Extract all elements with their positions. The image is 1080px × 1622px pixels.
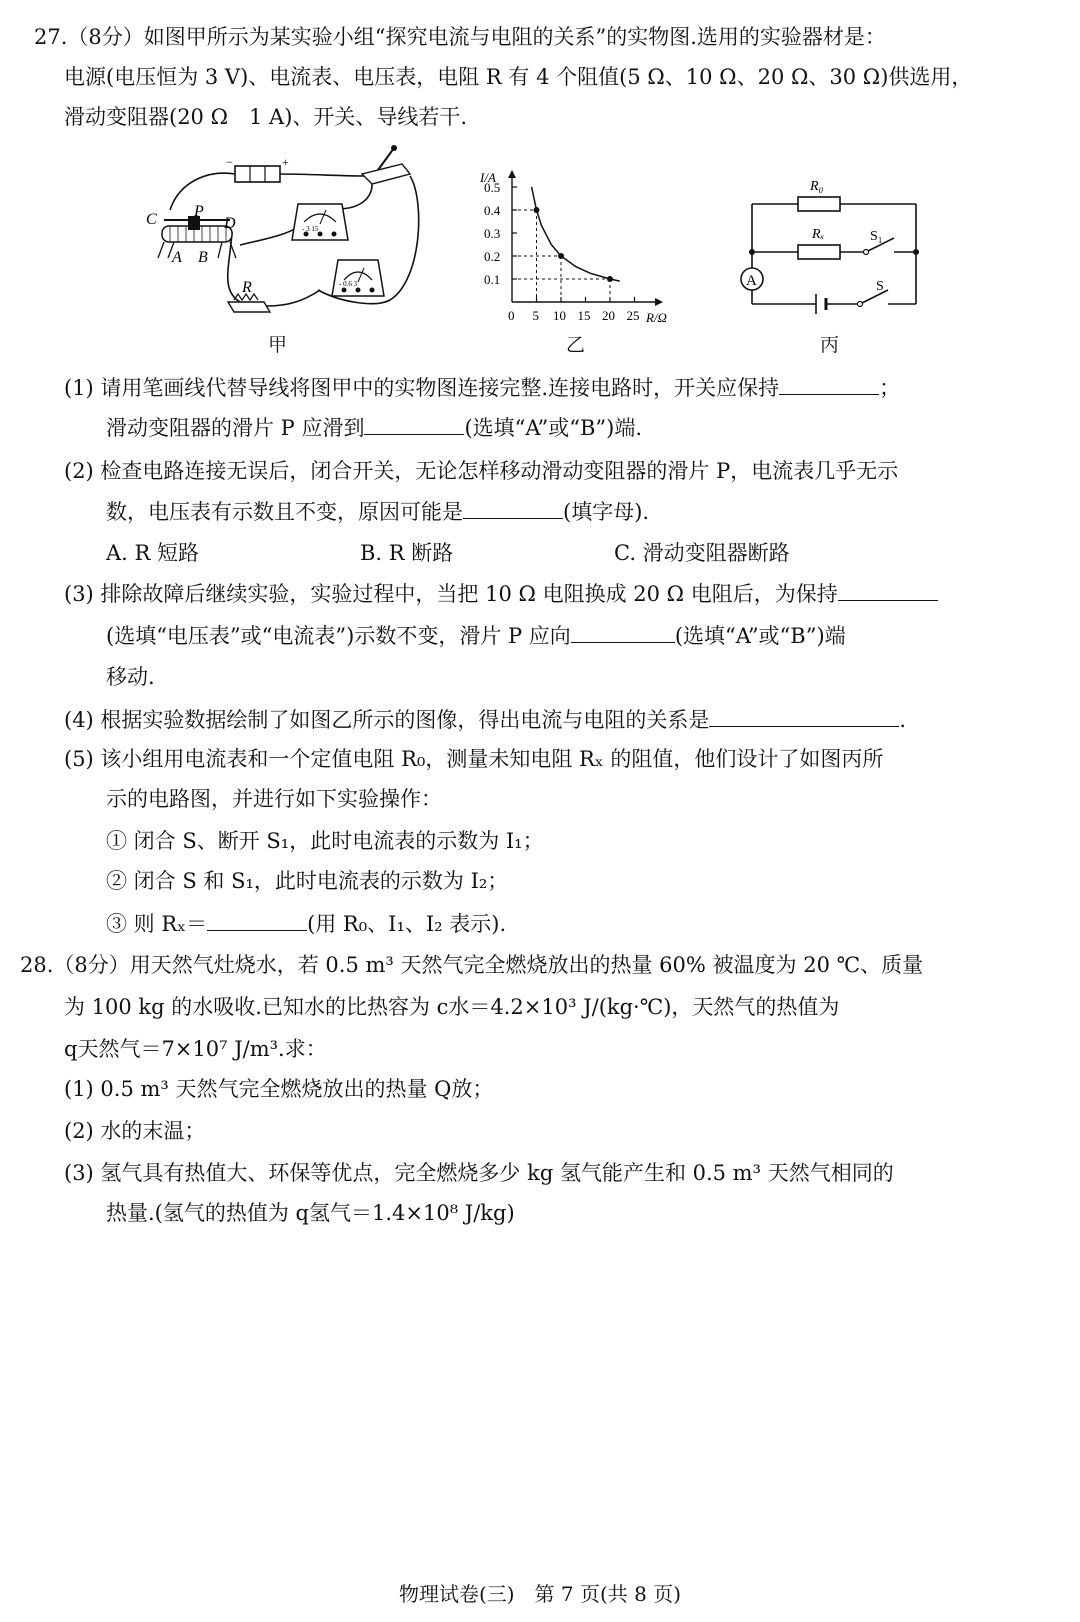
figure-jia-caption: 甲 — [268, 334, 288, 356]
resistor-Rx-icon — [798, 245, 840, 259]
x-tick-label-1: 5 — [532, 308, 539, 323]
battery-minus-label: − — [226, 155, 233, 169]
q27-sub5-line-2: 示的电路图，并进行如下实验操作： — [106, 787, 442, 811]
battery-symbol-icon — [816, 294, 826, 314]
q27-sub2-text-b-end: (填字母). — [563, 500, 650, 524]
q27-option-c: C. 滑动变阻器断路 — [614, 541, 790, 565]
q27-option-b: B. R 断路 — [360, 541, 454, 565]
voltmeter-icon — [292, 204, 348, 240]
label-P: P — [194, 203, 204, 220]
y-axis-arrow — [508, 170, 516, 178]
q27-sub1-text-b-end: (选填“A”或“B”)端. — [464, 416, 642, 440]
q27-sub3-line-3: 移动. — [106, 665, 155, 689]
q27-intro-line-3: 滑动变阻器(20 Ω 1 A)、开关、导线若干. — [64, 105, 468, 129]
answer-blank-meter[interactable] — [838, 578, 938, 601]
y-tick-label-4: 0.5 — [484, 180, 501, 195]
q27-sub2-text-b: 数，电压表有示数且不变，原因可能是 — [106, 500, 463, 524]
label-R: R — [242, 279, 252, 296]
q27-sub3-line-1 — [64, 578, 938, 609]
label-S: S — [876, 279, 884, 294]
q27-sub1-text-a: (1) 请用笔画线代替导线将图甲中的实物图连接完整.连接电路时，开关应保持 — [64, 376, 780, 400]
q27-intro-line-1: 27.（8分）如图甲所示为某实验小组“探究电流与电阻的关系”的实物图.选用的实验器材是： — [34, 25, 886, 49]
label-S1: S₁ — [870, 229, 883, 244]
label-A: A — [172, 249, 182, 266]
y-axis-label: I/A — [480, 170, 496, 185]
answer-blank-slider-end[interactable] — [364, 412, 464, 435]
q28-sub3-line-2: 热量.(氢气的热值为 q氢气＝1.4×10⁸ J/kg) — [106, 1201, 515, 1225]
answer-blank-relationship[interactable] — [709, 704, 899, 727]
data-curve — [532, 187, 620, 281]
answer-blank-direction[interactable] — [571, 620, 675, 643]
q27-sub1-text-a-end: ； — [879, 376, 901, 400]
q27-step-3-text-b: (用 R₀、I₁、I₂ 表示). — [307, 912, 507, 936]
q27-step-3-text-a: ③ 则 Rₓ＝ — [106, 912, 208, 936]
x-axis-arrow — [655, 298, 663, 306]
switch-icon — [362, 145, 410, 184]
q27-sub3-line-2 — [106, 620, 846, 651]
q27-sub4-line — [64, 704, 906, 735]
x-tick-label-4: 20 — [602, 308, 615, 323]
page-footer: 物理试卷(三) 第 7 页(共 8 页) — [398, 1582, 682, 1606]
battery-plus-label: + — [282, 155, 289, 169]
q28-line-3: q天然气＝7×10⁷ J/m³.求： — [64, 1037, 327, 1061]
q27-sub4-text: (4) 根据实验数据绘制了如图乙所示的图像，得出电流与电阻的关系是 — [64, 708, 710, 732]
ammeter-scale-label: - 0.6 3 — [339, 280, 358, 288]
x-axis-label: R/Ω — [646, 310, 667, 325]
q28-sub1: (1) 0.5 m³ 天然气完全燃烧放出的热量 Q放； — [64, 1077, 494, 1101]
label-B: B — [198, 249, 208, 266]
q27-step-3 — [106, 908, 506, 939]
q27-sub3-text-b: (选填“电压表”或“电流表”)示数不变，滑片 P 应向 — [106, 624, 571, 648]
y-tick-label-0: 0.1 — [484, 272, 501, 287]
q28-sub2: (2) 水的末温； — [64, 1119, 206, 1143]
x-tick-label-5: 25 — [626, 308, 640, 323]
figure-bing-caption: 丙 — [820, 334, 840, 356]
q27-sub2-line-1: (2) 检查电路连接无误后，闭合开关，无论怎样移动滑动变阻器的滑片 P，电流表几乎无示 — [64, 459, 899, 483]
voltmeter-scale-label: - 3 15 — [302, 225, 319, 233]
q27-sub1-line-1 — [64, 372, 900, 403]
ammeter-symbol-icon — [741, 268, 763, 290]
battery-icon — [235, 166, 280, 182]
q27-intro-line-2: 电源(电压恒为 3 V)、电流表、电压表，电阻 R 有 4 个阻值(5 Ω、10 Ω、20 Ω、30 Ω)供选用， — [64, 65, 973, 89]
q27-step-1: ① 闭合 S、断开 S₁，此时电流表的示数为 I₁； — [106, 829, 544, 853]
y-tick-label-2: 0.3 — [484, 226, 501, 241]
figure-jia-circuit — [140, 140, 430, 325]
label-Rx: Rₓ — [812, 227, 825, 242]
q27-step-2: ② 闭合 S 和 S₁，此时电流表的示数为 I₂； — [106, 869, 509, 893]
resistor-R0-icon — [798, 197, 840, 211]
figure-bing-circuit — [730, 172, 940, 320]
x-tick-label-3: 15 — [577, 308, 591, 323]
answer-blank-switch-state[interactable] — [779, 372, 879, 395]
answer-blank-rx-expression[interactable] — [207, 908, 307, 931]
data-point-0 — [534, 207, 540, 213]
data-point-2 — [607, 276, 613, 282]
label-R0: R₀ — [810, 179, 824, 194]
label-D: D — [224, 215, 236, 232]
q27-sub1-line-2 — [106, 412, 642, 443]
y-tick-label-3: 0.4 — [484, 203, 501, 218]
x-tick-label-2: 10 — [553, 308, 566, 323]
q27-sub3-text-b-end: (选填“A”或“B”)端 — [674, 624, 846, 648]
q27-sub3-text-a: (3) 排除故障后继续实验，实验过程中，当把 10 Ω 电阻换成 20 Ω 电阻后，为保持 — [64, 582, 838, 606]
data-point-1 — [558, 253, 564, 259]
figure-yi-caption: 乙 — [566, 334, 586, 356]
x-tick-label-0: 0 — [508, 308, 515, 323]
q27-sub2-line-2 — [106, 496, 649, 527]
q28-sub3-line-1: (3) 氢气具有热值大、环保等优点，完全燃烧多少 kg 氢气能产生和 0.5 m³ 天然气相同的 — [64, 1161, 894, 1185]
q27-sub1-text-b: 滑动变阻器的滑片 P 应滑到 — [106, 416, 365, 440]
answer-blank-fault[interactable] — [463, 496, 563, 519]
q27-sub4-text-end: . — [899, 708, 907, 732]
q27-option-a: A. R 短路 — [106, 541, 200, 565]
q27-sub5-line-1: (5) 该小组用电流表和一个定值电阻 R₀，测量未知电阻 Rₓ 的阻值，他们设计了如图丙所 — [64, 747, 884, 771]
q28-line-2: 为 100 kg 的水吸收.已知水的比热容为 c水＝4.2×10³ J/(kg·℃)，天然气的热值为 — [64, 995, 840, 1019]
figure-yi-chart — [470, 168, 670, 328]
label-C: C — [146, 211, 157, 228]
q28-line-1: 28.（8分）用天然气灶烧水，若 0.5 m³ 天然气完全燃烧放出的热量 60% 被温度为 20 ℃、质量 — [20, 953, 924, 977]
y-tick-label-1: 0.2 — [484, 249, 501, 264]
ammeter-icon — [332, 260, 384, 296]
ammeter-symbol-label: A — [746, 273, 757, 289]
